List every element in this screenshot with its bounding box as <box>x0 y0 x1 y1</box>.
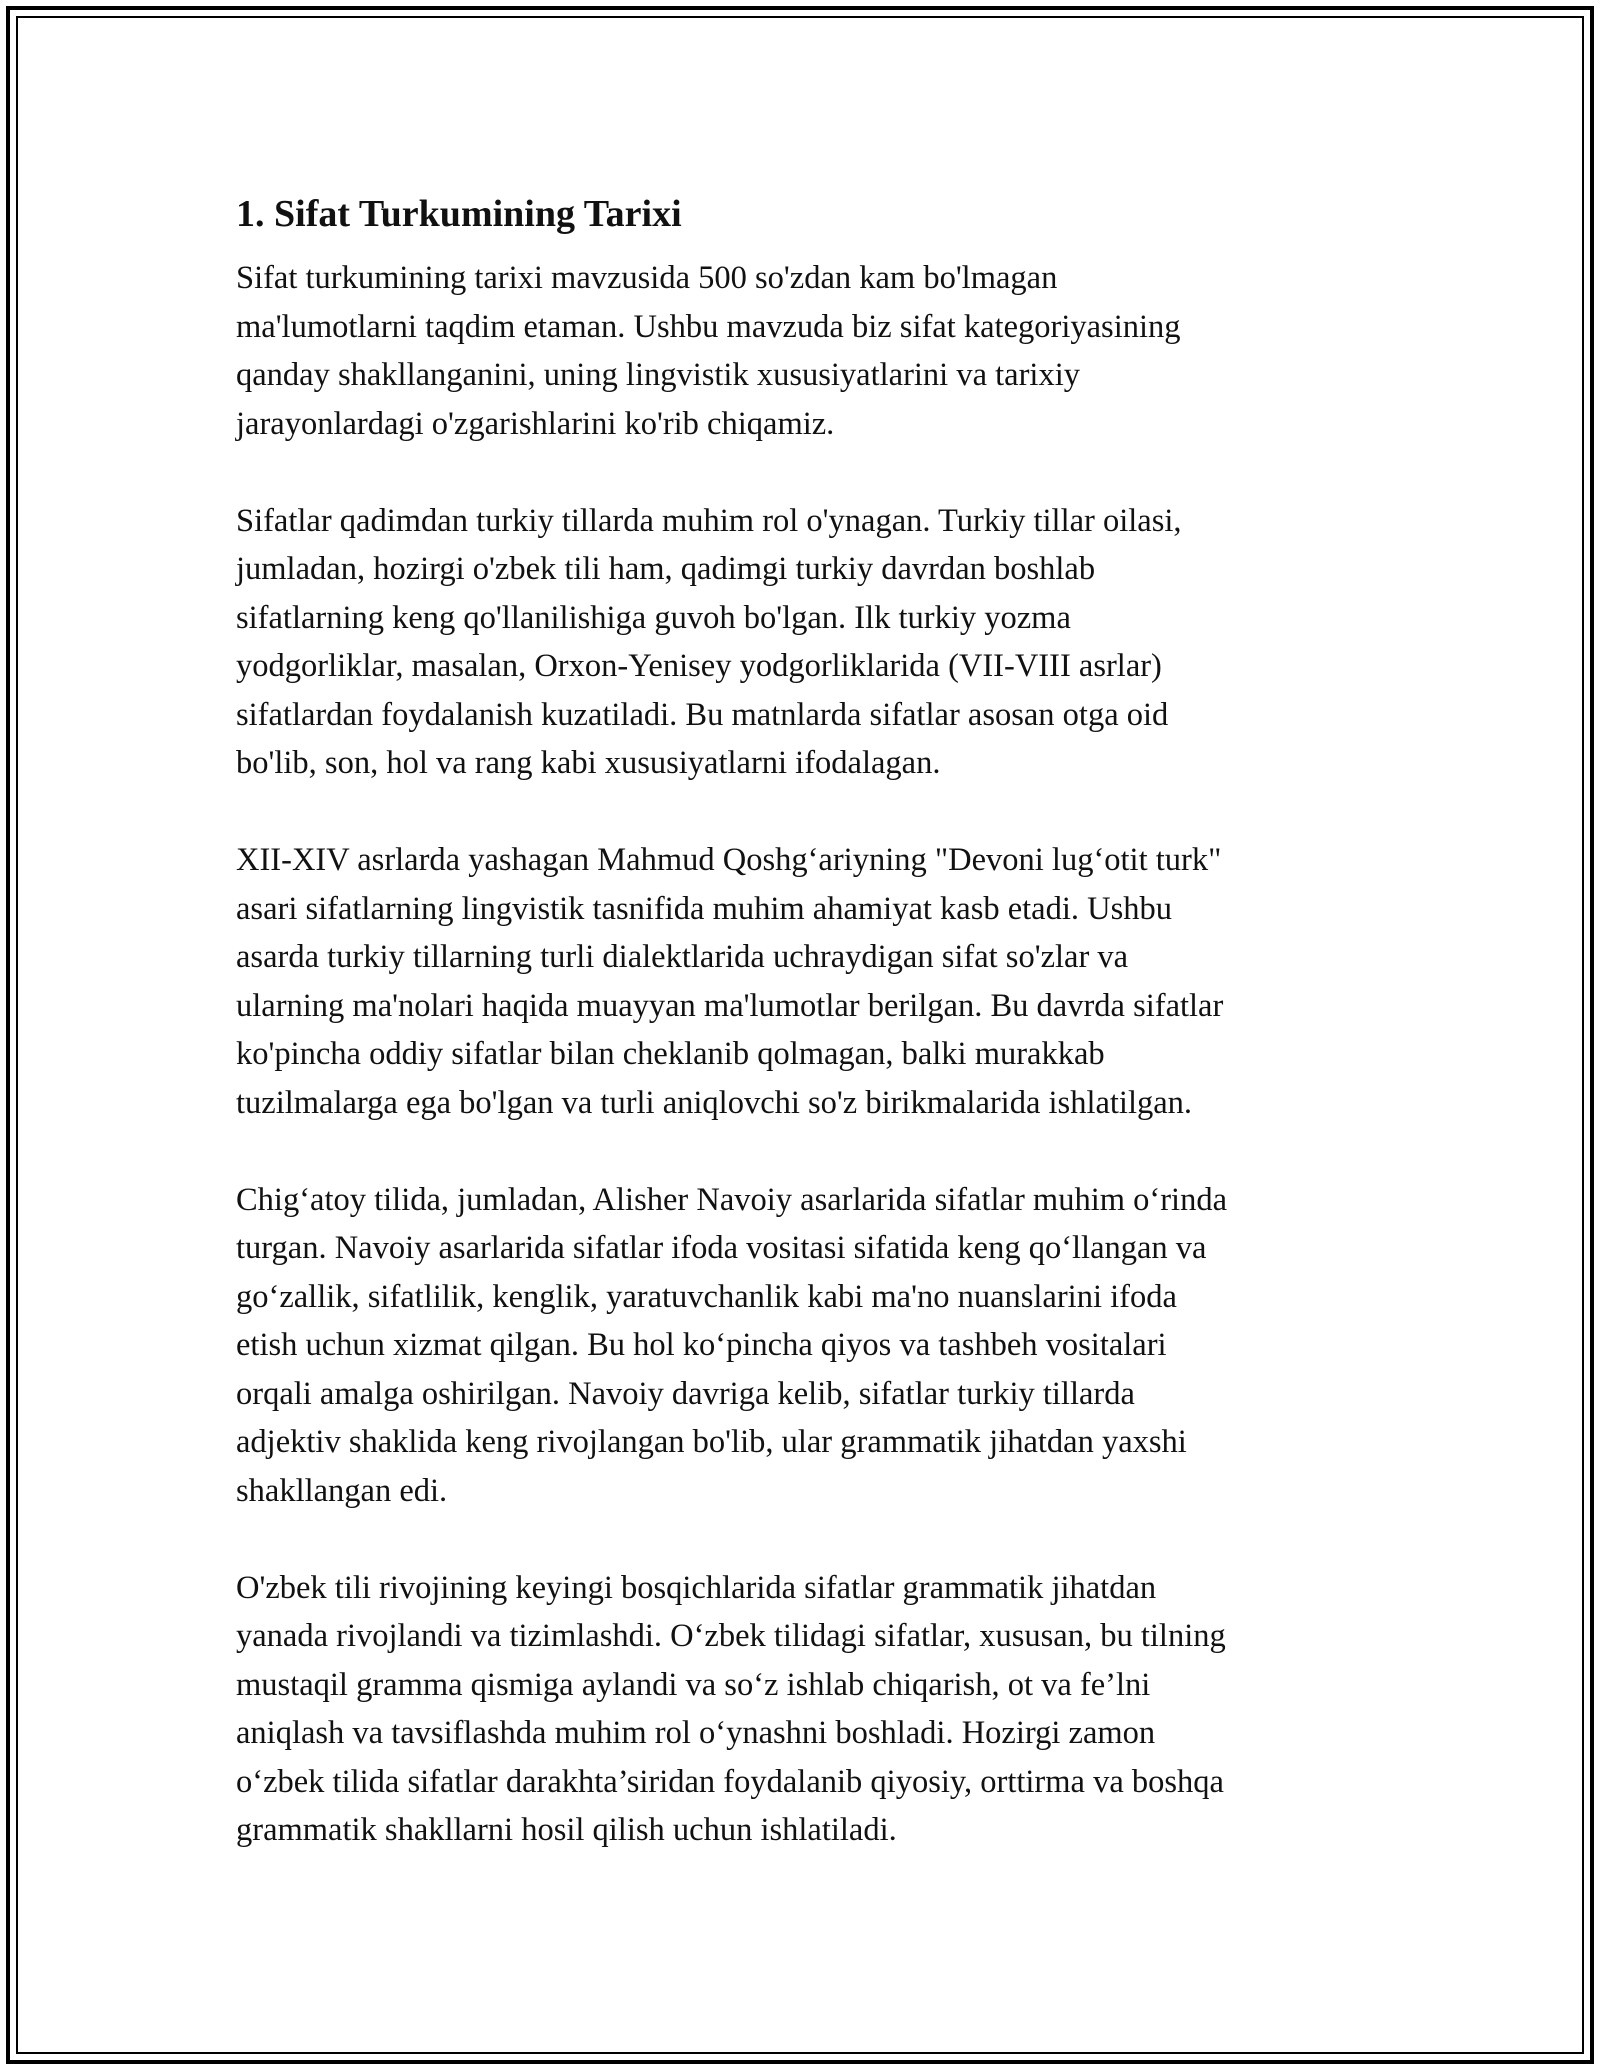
section-heading: 1. Sifat Turkumining Tarixi <box>236 193 682 235</box>
paragraph-4: Chig‘atoy tilida, jumladan, Alisher Navoiy asarlarida sifatlar muhim o‘rinda turgan. Navoiy asarlarida sifatlar ifoda vositasi sifatida keng qo‘llangan va go‘zallik, sifatlilik, kenglik, yaratuvchanlik kabi ma'no nuanslarini ifoda etish uchun xizmat qilgan. Bu hol ko‘pincha qiyos va tashbeh vositalari orqali amalga oshirilgan. Navoiy davriga kelib, sifatlar turkiy tillarda adjektiv shaklida keng rivojlangan bo'lib, ular grammatik jihatdan yaxshi shakllangan edi. <box>236 1181 1227 1509</box>
document-body <box>236 186 1366 1855</box>
paragraph-2: Sifatlar qadimdan turkiy tillarda muhim rol o'ynagan. Turkiy tillar oilasi, jumladan, hozirgi o'zbek tili ham, qadimgi turkiy davrdan boshlab sifatlarning keng qo'llanilishiga guvoh bo'lgan. Ilk turkiy yozma yodgorliklar, masalan, Orxon-Yenisey yodgorliklarida (VII-VIII asrlar) sifatlardan foydalanish kuzatiladi. Bu matnlarda sifatlar asosan otga oid bo'lib, son, hol va rang kabi xususiyatlarni ifodalagan. <box>236 502 1182 781</box>
paragraph-1: Sifat turkumining tarixi mavzusida 500 so'zdan kam bo'lmagan ma'lumotlarni taqdim etaman. Ushbu mavzuda biz sifat kategoriyasining qanday shakllanganini, uning lingvistik xususiyatlarini va tarixiy jarayonlardagi o'zgarishlarini ko'rib chiqamiz. <box>236 260 1181 442</box>
paragraph-5: O'zbek tili rivojining keyingi bosqichlarida sifatlar grammatik jihatdan yanada rivojlandi va tizimlashdi. O‘zbek tilidagi sifatlar, xususan, bu tilning mustaqil gramma qismiga aylandi va so‘z ishlab chiqarish, ot va fe’lni aniqlash va tavsiflashda muhim rol o‘ynashni boshladi. Hozirgi zamon o‘zbek tilida sifatlar darakhta’siridan foydalanib qiyosiy, orttirma va boshqa grammatik shakllarni hosil qilish uchun ishlatiladi. <box>236 1569 1226 1848</box>
paragraph-3: XII-XIV asrlarda yashagan Mahmud Qoshg‘ariyning "Devoni lug‘otit turk" asari sifatlarning lingvistik tasnifida muhim ahamiyat kasb etadi. Ushbu asarda turkiy tillarning turli dialektlarida uchraydigan sifat so'zlar va ularning ma'nolari haqida muayyan ma'lumotlar berilgan. Bu davrda sifatlar ko'pincha oddiy sifatlar bilan cheklanib qolmagan, balki murakkab tuzilmalarga ega bo'lgan va turli aniqlovchi so'z birikmalarida ishlatilgan. <box>236 842 1224 1121</box>
